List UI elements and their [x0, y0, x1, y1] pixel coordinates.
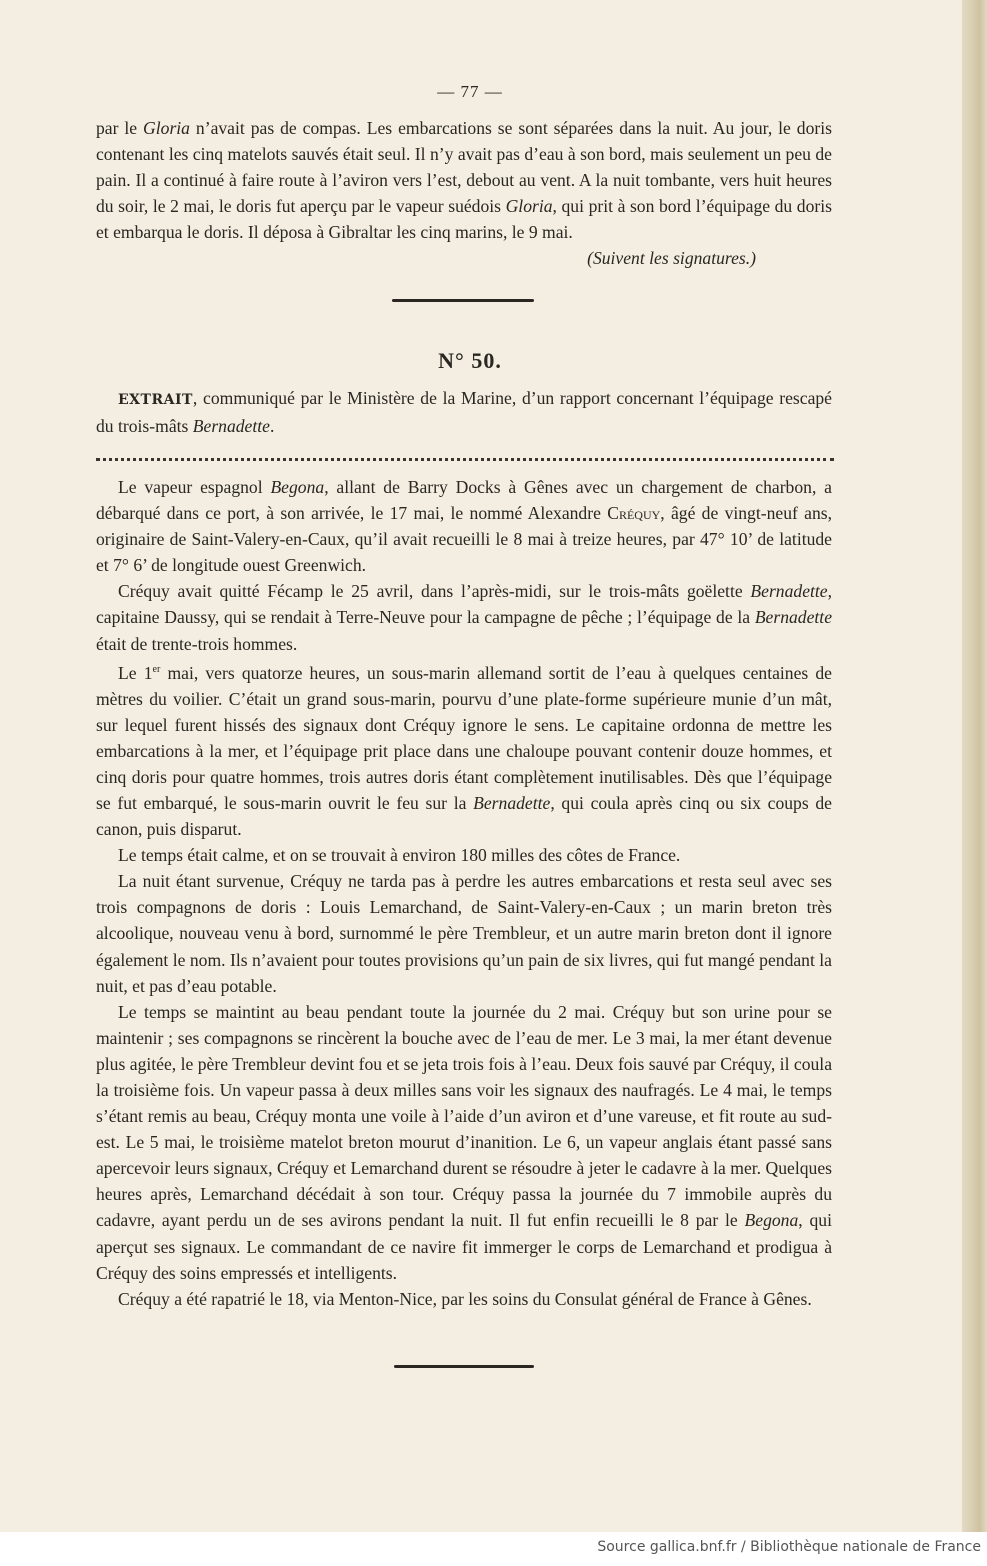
paragraph-7: Créquy a été rapatrié le 18, via Menton-Nice, par les soins du Consulat général de France à Gênes.	[118, 1288, 812, 1309]
section-rule-bottom	[394, 1365, 534, 1368]
document-number: N° 50.	[438, 348, 502, 373]
page-number: — 77 —	[437, 82, 503, 101]
previous-document-end	[96, 115, 832, 272]
paragraph-2: Créquy avait quitté Fécamp le 25 avril, dans l’après-midi, sur le trois-mâts goëlette Bernadette, capitaine Daussy, qui se rendait à Terre-Neuve pour la campagne de pêche ; l’équipage de la Bernadette était de trente-trois hommes.	[96, 581, 832, 654]
paragraph-6: Le temps se maintint au beau pendant toute la journée du 2 mai. Créquy but son urine pour se maintenir ; ses compagnons se rincèrent la bouche avec de l’eau de mer. Le 3 mai, la mer étant devenue plus agitée, le père Trembleur devint fou et se jeta trois fois à l’eau. Deux fois sauvé par Créquy, il coula la troisième fois. Un vapeur passa à deux milles sans voir les signaux des naufragés. Le 4 mai, le temps s’étant remis au beau, Créquy monta une voile à l’aide d’un aviron et d’une vareuse, et fit route au sud-est. Le 5 mai, le troisième matelot breton mourut d’inanition. Le 6, un vapeur anglais étant passé sans apercevoir leurs signaux, Créquy et Lemarchand durent se résoudre à jeter le cadavre à la mer. Quelques heures après, Lemarchand décédait à son tour. Créquy passa la journée du 7 immobile auprès du cadavre, ayant perdu un de ses avirons pendant la nuit. Il fut enfin recueilli le 8 par le Begona, qui aperçut ses signaux. Le commandant de ce navire fit immerger le corps de Lemarchand et prodigua à Créquy des soins empressés et intelligents.	[96, 1001, 832, 1283]
paragraph-3: Le 1er mai, vers quatorze heures, un sous-marin allemand sortit de l’eau à quelques centaines de mètres du voilier. C’était un grand sous-marin, pourvu d’une plate-forme supérieure munie d’un mât, sur lequel furent hissés des signaux dont Créquy ignore le sens. Le capitaine ordonna de mettre les embarcations à la mer, et l’équipage prit place dans une chaloupe pouvant contenir douze hommes, et cinq doris pour quatre hommes, trois autres doris étant complètement inutilisables. Dès que l’équipage se fut embarqué, le sous-marin ouvrit le feu sur la Bernadette, qui coula après cinq ou six coups de canon, puis disparut.	[96, 662, 832, 840]
extract-heading	[96, 385, 832, 439]
extract-intro: EXTRAIT, communiqué par le Ministère de la Marine, d’un rapport concernant l’équipage rescapé du trois-mâts Bernadette.	[96, 388, 832, 437]
continuation-paragraph: par le Gloria n’avait pas de compas. Les embarcations se sont séparées dans la nuit. Au jour, le doris contenant les cinq matelots sauvés était seul. Il n’y avait pas d’eau à son bord, mais seulement un peu de pain. Il a continué à faire route à l’aviron vers l’est, debout au vent. A la nuit tombante, vers huit heures du soir, le 2 mai, le doris fut aperçu par le vapeur suédois Gloria, qui prit à son bord l’équipage du doris et embarqua le doris. Il déposa à Gibraltar les cinq marins, le 9 mai.	[96, 118, 832, 243]
paragraph-4: Le temps était calme, et on se trouvait à environ 180 milles des côtes de France.	[118, 845, 681, 866]
source-credit[interactable]: Source gallica.bnf.fr / Bibliothèque nationale de France	[597, 1539, 981, 1555]
signatures-note: (Suivent les signatures.)	[587, 248, 756, 269]
paragraph-1: Le vapeur espagnol Begona, allant de Barry Docks à Gênes avec un chargement de charbon, a débarqué dans ce port, à son arrivée, le 17 mai, le nommé Alexandre Créquy, âgé de vingt-neuf ans, originaire de Saint-Valery-en-Caux, qu’il avait recueilli le 8 mai à treize heures, par 47° 10’ de latitude et 7° 6’ de longitude ouest Greenwich.	[96, 477, 833, 576]
report-body	[96, 474, 832, 1312]
paragraph-5: La nuit étant survenue, Créquy ne tarda pas à perdre les autres embarcations et resta seul avec ses trois compagnons de doris : Louis Lemarchand, de Saint-Valery-en-Caux ; un marin breton très alcoolique, nouveau venu à bord, surnommé le père Trembleur, et un autre marin breton dont il ignore également le nom. Ils n’avaient pour toutes provisions qu’un pain de six livres, qui fut mangé pendant la nuit, et pas d’eau potable.	[96, 871, 832, 996]
page-edge	[962, 0, 987, 1532]
dotted-separator	[96, 446, 834, 461]
section-rule-top	[392, 299, 534, 302]
